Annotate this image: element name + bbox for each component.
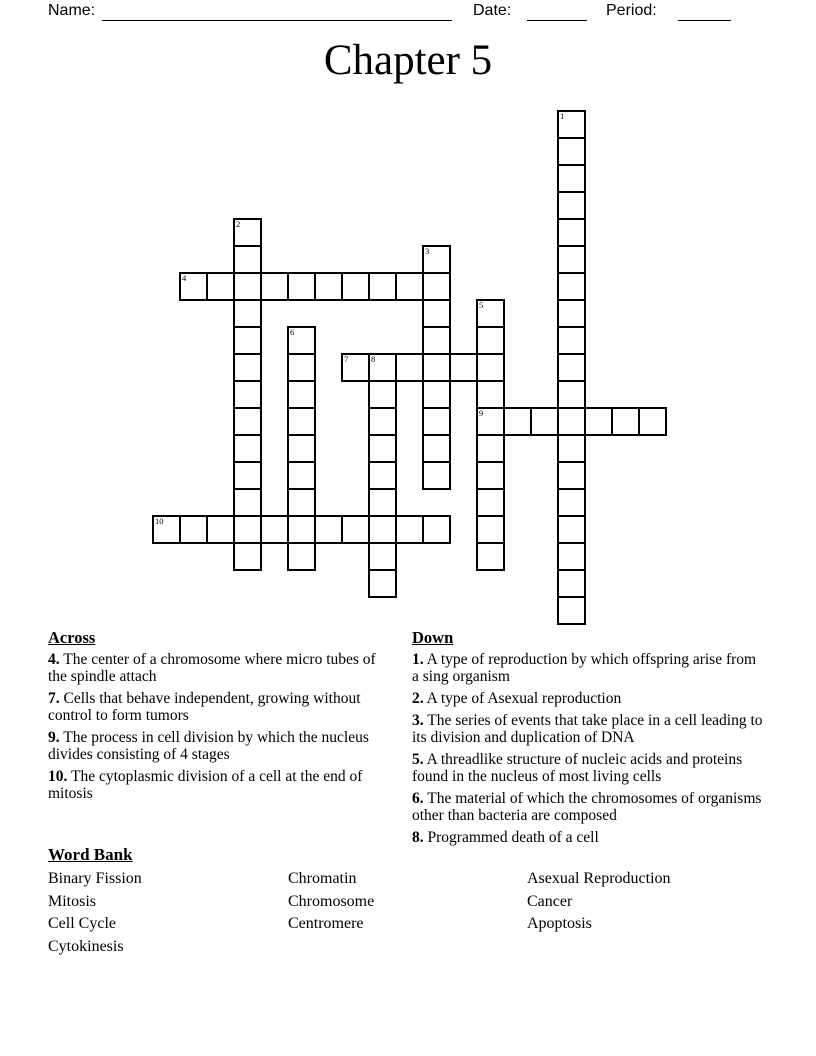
clue-text: The material of which the chromosomes of organisms other than bacteria are composed [412, 789, 762, 824]
crossword-cell [368, 380, 397, 409]
crossword-cell [233, 461, 262, 490]
crossword-cell [314, 515, 343, 544]
clue-down-5 [412, 751, 764, 785]
crossword-cell [611, 407, 640, 436]
crossword-cell [287, 461, 316, 490]
clue-number: 5. [412, 750, 424, 768]
crossword-cell [476, 434, 505, 463]
crossword-cell [557, 272, 586, 301]
crossword-cell [476, 299, 505, 328]
crossword-cell [557, 515, 586, 544]
crossword-cell [503, 407, 532, 436]
date-label: Date: [473, 2, 512, 19]
word-bank-item: Cytokinesis [48, 938, 124, 956]
word-bank-item: Asexual Reproduction [527, 870, 671, 887]
crossword-cell [260, 515, 289, 544]
crossword-cell [287, 326, 316, 355]
cell-number: 3 [425, 246, 430, 256]
crossword-cell [287, 353, 316, 382]
crossword-cell [422, 461, 451, 490]
crossword-cell [233, 326, 262, 355]
down-heading: Down [412, 628, 454, 647]
crossword-cell [233, 488, 262, 517]
clue-text: Programmed death of a cell [427, 828, 599, 846]
period-label: Period: [606, 2, 657, 19]
crossword-cell [341, 515, 370, 544]
word-bank-item: Apoptosis [527, 915, 592, 933]
clue-number: 7. [48, 690, 60, 708]
crossword-grid [152, 110, 665, 623]
name-label: Name: [48, 2, 96, 19]
crossword-cell [287, 434, 316, 463]
page-title: Chapter 5 [323, 37, 493, 84]
crossword-cell [557, 245, 586, 274]
cell-number: 9 [479, 408, 484, 418]
crossword-cell [449, 353, 478, 382]
clue-across-7 [48, 690, 394, 724]
crossword-cell [233, 515, 262, 544]
period-blank-line [678, 1, 731, 21]
clue-across-10 [48, 768, 394, 802]
word-bank-item: Centromere [288, 915, 364, 933]
cell-number: 10 [155, 516, 164, 526]
crossword-cell [638, 407, 667, 436]
crossword-cell [557, 110, 586, 139]
crossword-cell [557, 299, 586, 328]
crossword-cell [368, 407, 397, 436]
crossword-cell [422, 245, 451, 274]
clue-number: 3. [412, 711, 424, 729]
word-bank-column [288, 868, 374, 936]
clue-text: The cytoplasmic division of a cell at the end of mitosis [48, 767, 363, 803]
crossword-cell [422, 353, 451, 382]
crossword-cell [368, 515, 397, 544]
crossword-cell [341, 272, 370, 301]
crossword-cell [395, 515, 424, 544]
word-bank-item: Chromosome [288, 892, 375, 910]
clue-text: A type of Asexual reproduction [426, 690, 622, 708]
crossword-cell [233, 272, 262, 301]
cell-number: 5 [479, 300, 484, 310]
cell-number: 1 [560, 111, 565, 121]
crossword-cell [341, 353, 370, 382]
down-clues-section [412, 629, 764, 850]
crossword-cell [368, 353, 397, 382]
crossword-cell [557, 326, 586, 355]
crossword-cell [260, 272, 289, 301]
crossword-cell [233, 353, 262, 382]
crossword-cell [557, 461, 586, 490]
word-bank-item: Binary Fission [48, 870, 142, 887]
crossword-cell [233, 380, 262, 409]
clue-number: 1. [412, 651, 424, 669]
crossword-cell [368, 434, 397, 463]
crossword-cell [476, 542, 505, 571]
crossword-cell [557, 164, 586, 193]
crossword-cell [476, 407, 505, 436]
crossword-cell [422, 380, 451, 409]
cell-number: 7 [344, 354, 349, 364]
clue-number: 6. [412, 789, 424, 807]
clue-across-9 [48, 729, 394, 763]
crossword-cell [368, 569, 397, 598]
crossword-cell [557, 434, 586, 463]
cell-number: 2 [236, 219, 241, 229]
word-bank-section [48, 845, 768, 957]
word-bank-column [527, 868, 671, 936]
name-blank-line [102, 1, 452, 21]
crossword-cell [152, 515, 181, 544]
crossword-cell [422, 434, 451, 463]
crossword-cell [368, 461, 397, 490]
cell-number: 4 [182, 273, 187, 283]
clue-text: Cells that behave independent, growing without control to form tumors [48, 690, 361, 725]
crossword-cell [557, 407, 586, 436]
crossword-cell [476, 488, 505, 517]
crossword-cell [233, 218, 262, 247]
crossword-cell [557, 353, 586, 382]
crossword-cell [287, 380, 316, 409]
clue-down-1 [412, 651, 764, 685]
clue-number: 10. [48, 767, 68, 785]
word-bank-item: Mitosis [48, 892, 97, 910]
crossword-cell [476, 353, 505, 382]
crossword-cell [233, 434, 262, 463]
crossword-cell [233, 245, 262, 274]
word-bank-item: Cancer [527, 892, 573, 910]
crossword-cell [476, 326, 505, 355]
across-heading: Across [48, 628, 96, 647]
clue-number: 4. [48, 651, 60, 669]
crossword-cell [422, 407, 451, 436]
crossword-cell [422, 299, 451, 328]
crossword-cell [179, 272, 208, 301]
clue-text: A threadlike structure of nucleic acids and proteins found in the nucleus of most living cells [412, 750, 743, 785]
clue-down-2 [412, 690, 764, 707]
clue-number: 8. [412, 828, 424, 846]
crossword-cell [422, 272, 451, 301]
crossword-cell [557, 488, 586, 517]
cell-number: 8 [371, 354, 376, 364]
crossword-cell [314, 272, 343, 301]
clue-number: 9. [48, 729, 60, 747]
word-bank-item: Chromatin [288, 870, 357, 887]
crossword-cell [179, 515, 208, 544]
crossword-cell [395, 353, 424, 382]
crossword-cell [557, 191, 586, 220]
crossword-cell [557, 596, 586, 625]
crossword-cell [287, 542, 316, 571]
clue-number: 2. [412, 690, 424, 708]
crossword-cell [368, 272, 397, 301]
crossword-cell [584, 407, 613, 436]
crossword-cell [206, 272, 235, 301]
crossword-cell [287, 515, 316, 544]
crossword-cell [368, 542, 397, 571]
crossword-cell [287, 407, 316, 436]
crossword-cell [233, 542, 262, 571]
crossword-cell [206, 515, 235, 544]
crossword-cell [233, 407, 262, 436]
crossword-cell [557, 137, 586, 166]
crossword-cell [368, 488, 397, 517]
clue-down-8 [412, 829, 764, 846]
date-blank-line [527, 1, 587, 21]
crossword-cell [476, 515, 505, 544]
word-bank-heading: Word Bank [48, 845, 133, 864]
across-clues-section [48, 629, 394, 807]
cell-number: 6 [290, 327, 295, 337]
crossword-cell [287, 488, 316, 517]
clue-text: A type of reproduction by which offspring arise from a sing organism [412, 651, 757, 686]
crossword-cell [557, 569, 586, 598]
crossword-cell [530, 407, 559, 436]
crossword-cell [557, 542, 586, 571]
word-bank-column [48, 868, 142, 959]
clue-across-4 [48, 651, 394, 685]
clue-text: The center of a chromosome where micro tubes of the spindle attach [48, 651, 376, 686]
word-bank-item: Cell Cycle [48, 915, 116, 933]
crossword-cell [233, 299, 262, 328]
crossword-cell [476, 461, 505, 490]
clue-down-6 [412, 790, 764, 824]
crossword-cell [557, 380, 586, 409]
crossword-cell [422, 326, 451, 355]
crossword-cell [476, 380, 505, 409]
crossword-cell [422, 515, 451, 544]
clue-text: The process in cell division by which the nucleus divides consisting of 4 stages [48, 729, 369, 764]
crossword-cell [557, 218, 586, 247]
crossword-cell [287, 272, 316, 301]
crossword-cell [395, 272, 424, 301]
clue-down-3 [412, 712, 764, 746]
clue-text: The series of events that take place in a cell leading to its division and duplication of DNA [412, 711, 763, 747]
